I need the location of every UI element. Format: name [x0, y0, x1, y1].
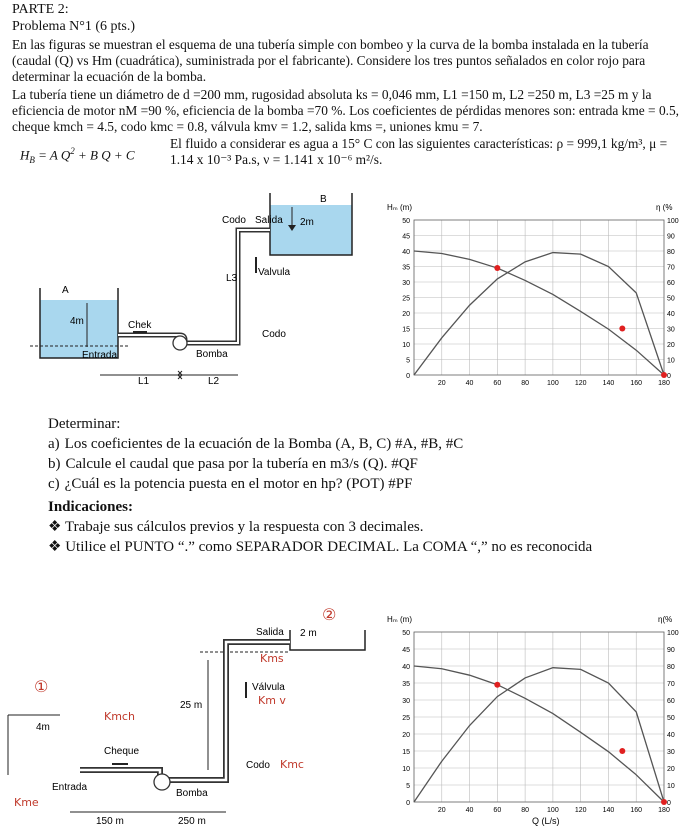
x-tick-label: 80: [521, 380, 530, 387]
pipe-schematic-2: [0, 590, 380, 829]
eta-tick-label: 10: [667, 357, 675, 365]
pump-curve-chart-1: [382, 198, 682, 390]
h2m-label: 2 m: [300, 628, 317, 639]
y-tick-label: 45: [402, 233, 410, 241]
x-tick-label: 60: [493, 380, 502, 387]
y-tick-label: 20: [402, 732, 410, 739]
bomba-label: Bomba: [196, 349, 228, 360]
valvula2-label: Válvula: [252, 682, 285, 693]
x-tick-label: 20: [437, 380, 446, 387]
eta-tick-label: 90: [667, 233, 675, 241]
tank-a-label: A: [62, 285, 69, 296]
l1-label: L1: [138, 376, 150, 387]
x-tick-label: 140: [602, 807, 615, 814]
efficiency-curve-2: [414, 668, 664, 802]
eta-tick-label: 60: [667, 698, 675, 705]
y-tick-label: 45: [402, 647, 410, 654]
eta-tick-label: 30: [667, 326, 675, 334]
l250-label: 250 m: [178, 816, 206, 827]
y-tick-label: 50: [402, 630, 410, 637]
kme-annotation: Kme: [14, 796, 39, 809]
x-tick-label: 140: [602, 380, 615, 387]
eta-tick-label: 40: [667, 311, 675, 318]
x-tick-label: 120: [574, 807, 587, 814]
eta-tick-label: 0: [667, 373, 671, 380]
h2-label: 2m: [300, 217, 314, 228]
codo3-label: Codo: [246, 760, 270, 771]
red-point: [619, 748, 625, 754]
eta-tick-label: 80: [667, 664, 675, 671]
x-tick-label: 20: [437, 807, 446, 814]
y-tick-label: 10: [402, 342, 410, 349]
data-paragraph: La tubería tiene un diámetro de d =200 mm, rugosidad absoluta ks = 0,046 mm, L1 =150 m, L2 =250 m, L3 =25 m y la eficiencia de motor nM =90 %, eficiencia de la bomba =70 %. Los coeficientes de pérdidas menores son: entrada kme = 0.5, cheque kmch = 4.5, codo kmc = 0.8, válvula kmv = 1.2, salida kms =, uniones kmu = 7.: [12, 87, 680, 135]
x-tick-label: 160: [630, 807, 643, 814]
pump-curve-chart-2: [382, 610, 682, 829]
eta-tick-label: 40: [667, 732, 675, 739]
y-tick-label: 35: [402, 264, 410, 272]
y-tick-label: 20: [402, 311, 410, 318]
determinar-section: [48, 414, 463, 494]
y-tick-label: 30: [402, 698, 410, 705]
task-a: a) Los coeficientes de la ecuación de la Bomba (A, B, C) #A, #B, #C: [48, 436, 464, 452]
chart2-xlabel: Q (L/s): [532, 816, 560, 826]
eta-tick-label: 70: [667, 681, 675, 688]
eta-tick-label: 90: [667, 647, 675, 654]
eta-tick-label: 20: [667, 766, 675, 773]
x-tick-label: 80: [521, 807, 530, 814]
y-tick-label: 5: [406, 357, 410, 365]
kmc-annotation: Kmc: [280, 758, 304, 771]
valvula-label: Valvula: [258, 267, 291, 278]
y-tick-label: 40: [402, 249, 410, 256]
task-c: c) ¿Cuál es la potencia puesta en el motor en hp? (POT) #PF: [48, 476, 413, 492]
efficiency-curve: [414, 253, 664, 375]
y-tick-label: 50: [402, 218, 410, 225]
point-2-marker: ②: [322, 607, 337, 624]
indicacion-2: ❖ Utilice el PUNTO “.” como SEPARADOR DECIMAL. La COMA “,” no es reconocida: [48, 539, 593, 555]
h25-label: 25 m: [180, 700, 203, 711]
salida-label: Salida: [255, 215, 283, 226]
y-tick-label: 0: [406, 800, 410, 807]
x-tick-label: 180: [658, 380, 670, 387]
y-tick-label: 10: [402, 766, 410, 773]
tank-b-label: B: [320, 194, 327, 205]
red-point: [619, 326, 625, 332]
eta-tick-label: 20: [667, 342, 675, 349]
codo-label: Codo: [222, 215, 246, 226]
chart1-ylabel: Hₘ (m): [387, 203, 412, 212]
entrada-label: Entrada: [82, 350, 118, 361]
pipe-schematic-1: [30, 185, 380, 390]
tank-b-water: [270, 205, 352, 255]
eta-tick-label: 80: [667, 249, 675, 256]
pump2-symbol: [154, 774, 170, 790]
eta-tick-label: 0: [667, 800, 671, 807]
point-1-marker: ①: [34, 679, 49, 696]
intro-paragraph: En las figuras se muestran el esquema de una tubería simple con bombeo y la curva de la bomba instalada en la tubería (caudal (Q) vs Hm (cuadrática), suministrada por el fabricante). Considere los tres puntos señalados en color rojo para determinar la ecuación de la bomba.: [12, 37, 649, 85]
y-tick-label: 15: [402, 749, 410, 756]
red-point: [494, 682, 500, 688]
pump-symbol: [173, 336, 187, 350]
bomba2-label: Bomba: [176, 788, 208, 799]
y-tick-label: 30: [402, 280, 410, 287]
red-point: [494, 265, 500, 271]
x-tick-label: 120: [574, 380, 587, 387]
h4m-label: 4m: [36, 722, 50, 733]
eta-tick-label: 100: [667, 218, 679, 225]
h4-label: 4m: [70, 316, 84, 327]
y-tick-label: 35: [402, 681, 410, 688]
y-tick-label: 40: [402, 664, 410, 671]
l3-label: L3: [226, 273, 238, 284]
eta-tick-label: 50: [667, 295, 675, 303]
kmch-annotation: Kmch: [104, 710, 135, 723]
eta-tick-label: 100: [667, 630, 679, 637]
eta-tick-label: 60: [667, 280, 675, 287]
chek-label: Chek: [128, 320, 152, 331]
y-tick-label: 25: [402, 715, 410, 722]
chart2-eta-label: η(%: [658, 615, 673, 624]
x-tick-label: 40: [465, 807, 474, 814]
l150-label: 150 m: [96, 816, 124, 827]
y-tick-label: 0: [406, 373, 410, 380]
l2-label: L2: [208, 376, 220, 387]
chart2-ylabel: Hₘ (m): [387, 615, 412, 624]
chart1-eta-label: η (%: [656, 203, 673, 212]
determinar-title: Determinar:: [48, 416, 121, 432]
kmv-annotation: Km v: [258, 694, 286, 707]
x-tick-label: 40: [465, 380, 474, 387]
x-tick-label: 100: [547, 380, 559, 387]
salida2-label: Salida: [256, 627, 284, 638]
x-tick-label: 180: [658, 807, 670, 814]
x-tick-label: 100: [547, 807, 559, 814]
red-point: [661, 372, 667, 378]
indicaciones-section: [48, 497, 592, 557]
problem-title: Problema N°1 (6 pts.): [12, 19, 136, 34]
indicaciones-title: Indicaciones:: [48, 499, 134, 515]
y-tick-label: 15: [402, 326, 410, 334]
eta-tick-label: 50: [667, 715, 675, 722]
x-tick-label: 160: [630, 380, 643, 387]
codo2-label: Codo: [262, 329, 286, 340]
eta-tick-label: 70: [667, 264, 675, 272]
x-tick-label: 60: [493, 807, 502, 814]
pump-equation: $H_B = A$ $Q^2 + B$ Q + C: [20, 146, 135, 165]
eta-tick-label: 10: [667, 783, 675, 790]
indicacion-1: ❖ Trabaje sus cálculos previos y la respuesta con 3 decimales.: [48, 519, 424, 535]
task-b: b) Calcule el caudal que pasa por la tubería en m3/s (Q). #QF: [48, 456, 418, 472]
entrada2-label: Entrada: [52, 782, 88, 793]
eta-tick-label: 30: [667, 749, 675, 756]
y-tick-label: 5: [406, 783, 410, 790]
fluid-properties: El fluido a considerar es agua a 15° C con las siguientes características: ρ = 999,1 kg/m³, μ = 1.14 x 10⁻³ Pa.s, ν = 1.141 x 10⁻⁶ m²/s.: [170, 136, 668, 167]
red-point: [661, 799, 667, 805]
part-header: PARTE 2:: [12, 2, 69, 17]
y-tick-label: 25: [402, 295, 410, 303]
kms-annotation: Kms: [260, 652, 284, 665]
cheque-label: Cheque: [104, 746, 140, 757]
